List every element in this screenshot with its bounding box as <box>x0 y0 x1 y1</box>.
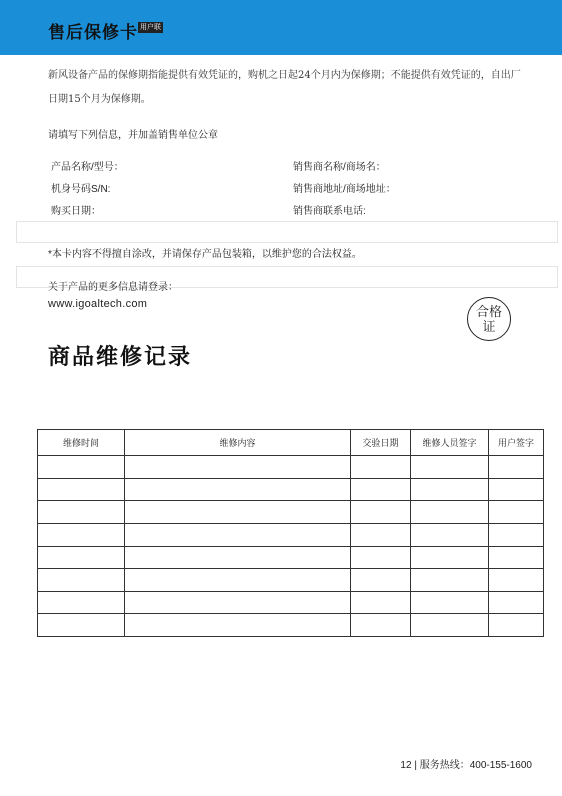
table-row <box>38 546 544 569</box>
footer-separator: | <box>414 760 417 771</box>
page-title: 售后保修卡 <box>48 23 138 43</box>
table-cell[interactable] <box>411 456 489 479</box>
table-cell[interactable] <box>489 614 544 637</box>
notice-text: *本卡内容不得擅自涂改，并请保存产品包装箱，以维护您的合法权益。 <box>48 249 362 260</box>
table-cell[interactable] <box>125 614 351 637</box>
table-cell[interactable] <box>38 523 125 546</box>
dealer-phone-field: 销售商联系电话: <box>293 206 366 217</box>
more-info-text: 关于产品的更多信息请登录： <box>48 282 178 293</box>
column-header: 交验日期 <box>351 430 411 456</box>
table-row <box>38 523 544 546</box>
table-row <box>38 569 544 592</box>
table-cell[interactable] <box>351 614 411 637</box>
table-cell[interactable] <box>411 478 489 501</box>
stamp-line: 证 <box>482 319 496 334</box>
table-cell[interactable] <box>351 523 411 546</box>
column-header: 用户签字 <box>489 430 544 456</box>
table-cell[interactable] <box>489 501 544 524</box>
table-cell[interactable] <box>411 569 489 592</box>
table-cell[interactable] <box>489 478 544 501</box>
table-cell[interactable] <box>489 546 544 569</box>
table-cell[interactable] <box>411 591 489 614</box>
page-number: 12 <box>400 760 412 771</box>
table-cell[interactable] <box>125 456 351 479</box>
table-row <box>38 591 544 614</box>
purchase-date-field: 购买日期： <box>51 206 101 217</box>
table-cell[interactable] <box>38 478 125 501</box>
table-cell[interactable] <box>489 569 544 592</box>
service-hotline: 服务热线：400-155-1600 <box>419 760 532 771</box>
page-footer <box>400 756 532 771</box>
table-row <box>38 456 544 479</box>
column-header: 维修人员签字 <box>411 430 489 456</box>
copy-tag: 用户联 <box>140 24 161 31</box>
table-cell[interactable] <box>125 523 351 546</box>
table-cell[interactable] <box>351 478 411 501</box>
dealer-name-field: 销售商名称/商场名： <box>293 162 386 173</box>
table-cell[interactable] <box>38 456 125 479</box>
repair-record-table <box>37 429 544 637</box>
table-cell[interactable] <box>38 591 125 614</box>
table-cell[interactable] <box>38 614 125 637</box>
table-cell[interactable] <box>351 546 411 569</box>
qualified-stamp <box>467 297 511 341</box>
table-cell[interactable] <box>411 546 489 569</box>
table-cell[interactable] <box>351 591 411 614</box>
fill-instruction: 请填写下列信息，并加盖销售单位公章 <box>48 130 218 141</box>
website-link[interactable]: www.igoaltech.com <box>48 298 148 310</box>
table-row <box>38 478 544 501</box>
table-row <box>38 614 544 637</box>
table-cell[interactable] <box>489 456 544 479</box>
table-cell[interactable] <box>411 523 489 546</box>
table-cell[interactable] <box>38 546 125 569</box>
table-cell[interactable] <box>411 614 489 637</box>
table-cell[interactable] <box>125 569 351 592</box>
table-cell[interactable] <box>125 546 351 569</box>
stamp-line: 合格 <box>475 304 502 319</box>
dealer-address-field: 销售商地址/商场地址： <box>293 184 396 195</box>
serial-number-field: 机身号码S/N: <box>51 184 111 195</box>
table-cell[interactable] <box>125 591 351 614</box>
table-cell[interactable] <box>38 569 125 592</box>
table-cell[interactable] <box>489 591 544 614</box>
table-cell[interactable] <box>38 501 125 524</box>
column-header: 维修时间 <box>38 430 125 456</box>
column-header: 维修内容 <box>125 430 351 456</box>
product-name-field: 产品名称/型号： <box>51 162 124 173</box>
warranty-policy-text: 新风设备产品的保修期指能提供有效凭证的，购机之日起24个月内为保修期；不能提供有效凭证的，自出厂日期15个月为保修期。 <box>48 70 521 105</box>
table-cell[interactable] <box>125 501 351 524</box>
repair-record-title: 商品维修记录 <box>48 344 193 370</box>
header-bar <box>0 0 562 55</box>
table-row <box>38 501 544 524</box>
table-cell[interactable] <box>125 478 351 501</box>
table-cell[interactable] <box>351 569 411 592</box>
table-cell[interactable] <box>411 501 489 524</box>
table-cell[interactable] <box>489 523 544 546</box>
table-cell[interactable] <box>351 456 411 479</box>
divider-band <box>16 221 558 243</box>
table-header-row <box>38 430 544 456</box>
table-cell[interactable] <box>351 501 411 524</box>
